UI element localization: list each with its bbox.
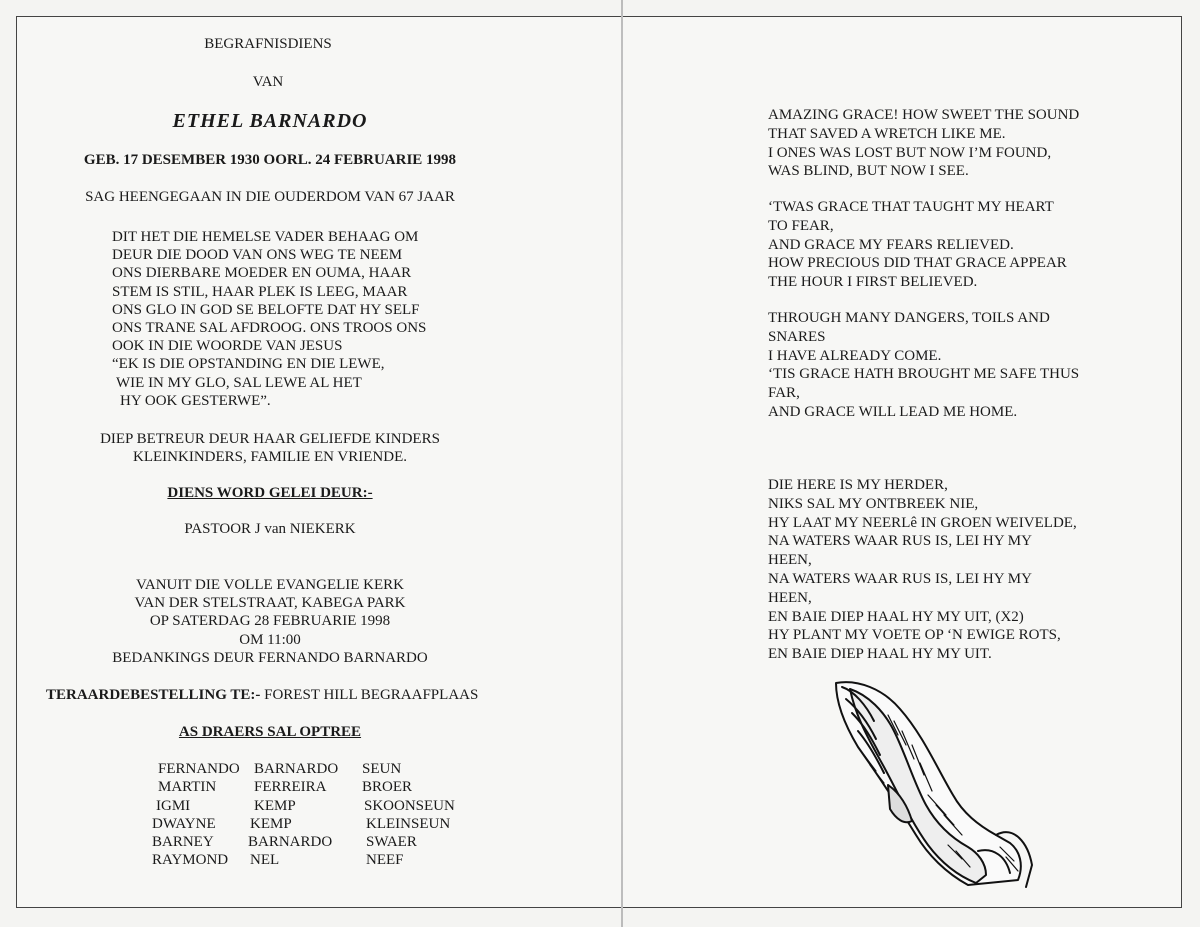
venue xyxy=(70,576,470,649)
bearer-last: BARNARDO xyxy=(254,761,339,777)
hymn-verse-2 xyxy=(768,198,1067,292)
bearer-relation: SEUN xyxy=(362,761,402,777)
hymn-verse-1 xyxy=(768,106,1079,181)
hymn-line: I HAVE ALREADY COME. xyxy=(768,347,942,364)
mourners-line: KLEINKINDERS, FAMILIE EN VRIENDE. xyxy=(133,449,407,466)
bearer-row xyxy=(152,798,472,816)
burial-line xyxy=(46,687,478,704)
heading: BEGRAFNISDIENS xyxy=(204,36,332,52)
mourners xyxy=(40,430,500,466)
psalm-line: NA WATERS WAAR RUS IS, LEI HY MY xyxy=(768,570,1032,587)
hymn-line: AMAZING GRACE! HOW SWEET THE SOUND xyxy=(768,107,1080,123)
bearer-relation: BROER xyxy=(362,779,413,796)
age-line: SAG HEENGEGAAN IN DIE OUDERDOM VAN 67 JAAR xyxy=(85,189,455,205)
psalm-line: HY PLANT MY VOETE OP ‘N EWIGE ROTS, xyxy=(768,627,1061,644)
psalm-line: EN BAIE DIEP HAAL HY MY UIT, (X2) xyxy=(768,608,1024,625)
message-line: DEUR DIE DOOD VAN ONS WEG TE NEEM xyxy=(112,247,403,264)
burial-label: TERAARDEBESTELLING TE:- xyxy=(46,687,261,703)
psalm-line: NIKS SAL MY ONTBREEK NIE, xyxy=(768,495,979,512)
bearer-relation: NEEF xyxy=(366,852,404,869)
hymn-line: AND GRACE MY FEARS RELIEVED. xyxy=(768,236,1014,253)
hymn-line: FAR, xyxy=(768,385,800,402)
bearers-heading: AS DRAERS SAL OPTREE xyxy=(178,724,362,740)
venue-line: OP SATERDAG 28 FEBRUARIE 1998 xyxy=(149,613,391,630)
message-line: ONS TRANE SAL AFDROOG. ONS TROOS ONS xyxy=(112,320,427,337)
birth-death-dates: GEB. 17 DESEMBER 1930 OORL. 24 FEBRUARIE 1998 xyxy=(83,152,457,168)
message-line: HY OOK GESTERWE”. xyxy=(120,392,271,409)
venue-line: OM 11:00 xyxy=(239,631,301,648)
bearer-last: KEMP xyxy=(250,815,292,832)
message-line: OOK IN DIE WOORDE VAN JESUS xyxy=(112,338,343,355)
hymn-line: ‘TWAS GRACE THAT TAUGHT MY HEART xyxy=(768,199,1054,215)
bearer-last: BARNARDO xyxy=(248,834,333,851)
thanks-line: BEDANKINGS DEUR FERNANDO BARNARDO xyxy=(112,650,428,666)
van-label: VAN xyxy=(252,74,284,90)
bearer-row xyxy=(152,779,472,797)
bearer-row xyxy=(152,761,472,779)
deceased-name: ETHEL BARNARDO xyxy=(172,110,368,132)
bearer-first: IGMI xyxy=(156,797,191,814)
service-heading: DIENS WORD GELEI DEUR:- xyxy=(167,485,373,501)
psalm-line: EN BAIE DIEP HAAL HY MY UIT. xyxy=(768,646,992,663)
burial-place: FOREST HILL BEGRAAFPLAAS xyxy=(264,687,479,703)
psalm-line: HY LAAT MY NEERLê IN GROEN WEIVELDE, xyxy=(768,514,1077,531)
hymn-line: SNARES xyxy=(768,328,826,345)
bearer-first: RAYMOND xyxy=(152,852,229,869)
psalm-line: HEEN, xyxy=(768,589,812,606)
bearer-relation: KLEINSEUN xyxy=(366,815,451,832)
message-line: DIT HET DIE HEMELSE VADER BEHAAG OM xyxy=(112,229,419,245)
hymn-line: WAS BLIND, BUT NOW I SEE. xyxy=(768,163,969,180)
pastor: PASTOOR J van NIEKERK xyxy=(184,521,356,537)
hymn-line: I ONES WAS LOST BUT NOW I’M FOUND, xyxy=(768,144,1052,161)
message-line: WIE IN MY GLO, SAL LEWE AL HET xyxy=(116,374,362,391)
psalm-line: HEEN, xyxy=(768,552,812,569)
message-line: STEM IS STIL, HAAR PLEK IS LEEG, MAAR xyxy=(112,283,408,300)
hymn-line: AND GRACE WILL LEAD ME HOME. xyxy=(768,403,1018,420)
venue-line: VANUIT DIE VOLLE EVANGELIE KERK xyxy=(135,577,405,593)
hymn-line: THROUGH MANY DANGERS, TOILS AND xyxy=(768,310,1050,326)
bearer-row xyxy=(152,852,472,870)
psalm-line: NA WATERS WAAR RUS IS, LEI HY MY xyxy=(768,533,1032,550)
bearer-row xyxy=(152,816,472,834)
bearer-row xyxy=(152,834,472,852)
message-line: ONS DIERBARE MOEDER EN OUMA, HAAR xyxy=(112,265,412,282)
bearer-first: MARTIN xyxy=(158,779,217,796)
message-line: “EK IS DIE OPSTANDING EN DIE LEWE, xyxy=(112,356,385,373)
hymn-line: THAT SAVED A WRETCH LIKE ME. xyxy=(768,125,1006,142)
hymn-verse-3 xyxy=(768,309,1079,422)
venue-line: VAN DER STELSTRAAT, KABEGA PARK xyxy=(134,595,406,612)
bearer-last: FERREIRA xyxy=(254,779,327,796)
obituary-message xyxy=(112,228,426,410)
mourners-line: DIEP BETREUR DEUR HAAR GELIEFDE KINDERS xyxy=(100,431,440,447)
center-fold xyxy=(621,0,623,927)
hymn-line: TO FEAR, xyxy=(768,217,834,234)
bearer-relation: SKOONSEUN xyxy=(364,797,455,814)
hymn-line: ‘TIS GRACE HATH BROUGHT ME SAFE THUS xyxy=(768,366,1080,383)
bearer-relation: SWAER xyxy=(366,834,417,851)
psalm-text xyxy=(768,476,1077,664)
message-line: ONS GLO IN GOD SE BELOFTE DAT HY SELF xyxy=(112,301,420,318)
hymn-line: HOW PRECIOUS DID THAT GRACE APPEAR xyxy=(768,255,1067,272)
praying-hands-icon xyxy=(828,675,1038,895)
bearer-first: BARNEY xyxy=(152,834,214,851)
bearers-list xyxy=(152,761,472,871)
bearer-first: DWAYNE xyxy=(152,815,216,832)
bearer-last: NEL xyxy=(250,852,280,869)
bearer-last: KEMP xyxy=(254,797,296,814)
hymn-line: THE HOUR I FIRST BELIEVED. xyxy=(768,274,978,291)
bearer-first: FERNANDO xyxy=(158,761,240,777)
psalm-line: DIE HERE IS MY HERDER, xyxy=(768,477,948,493)
